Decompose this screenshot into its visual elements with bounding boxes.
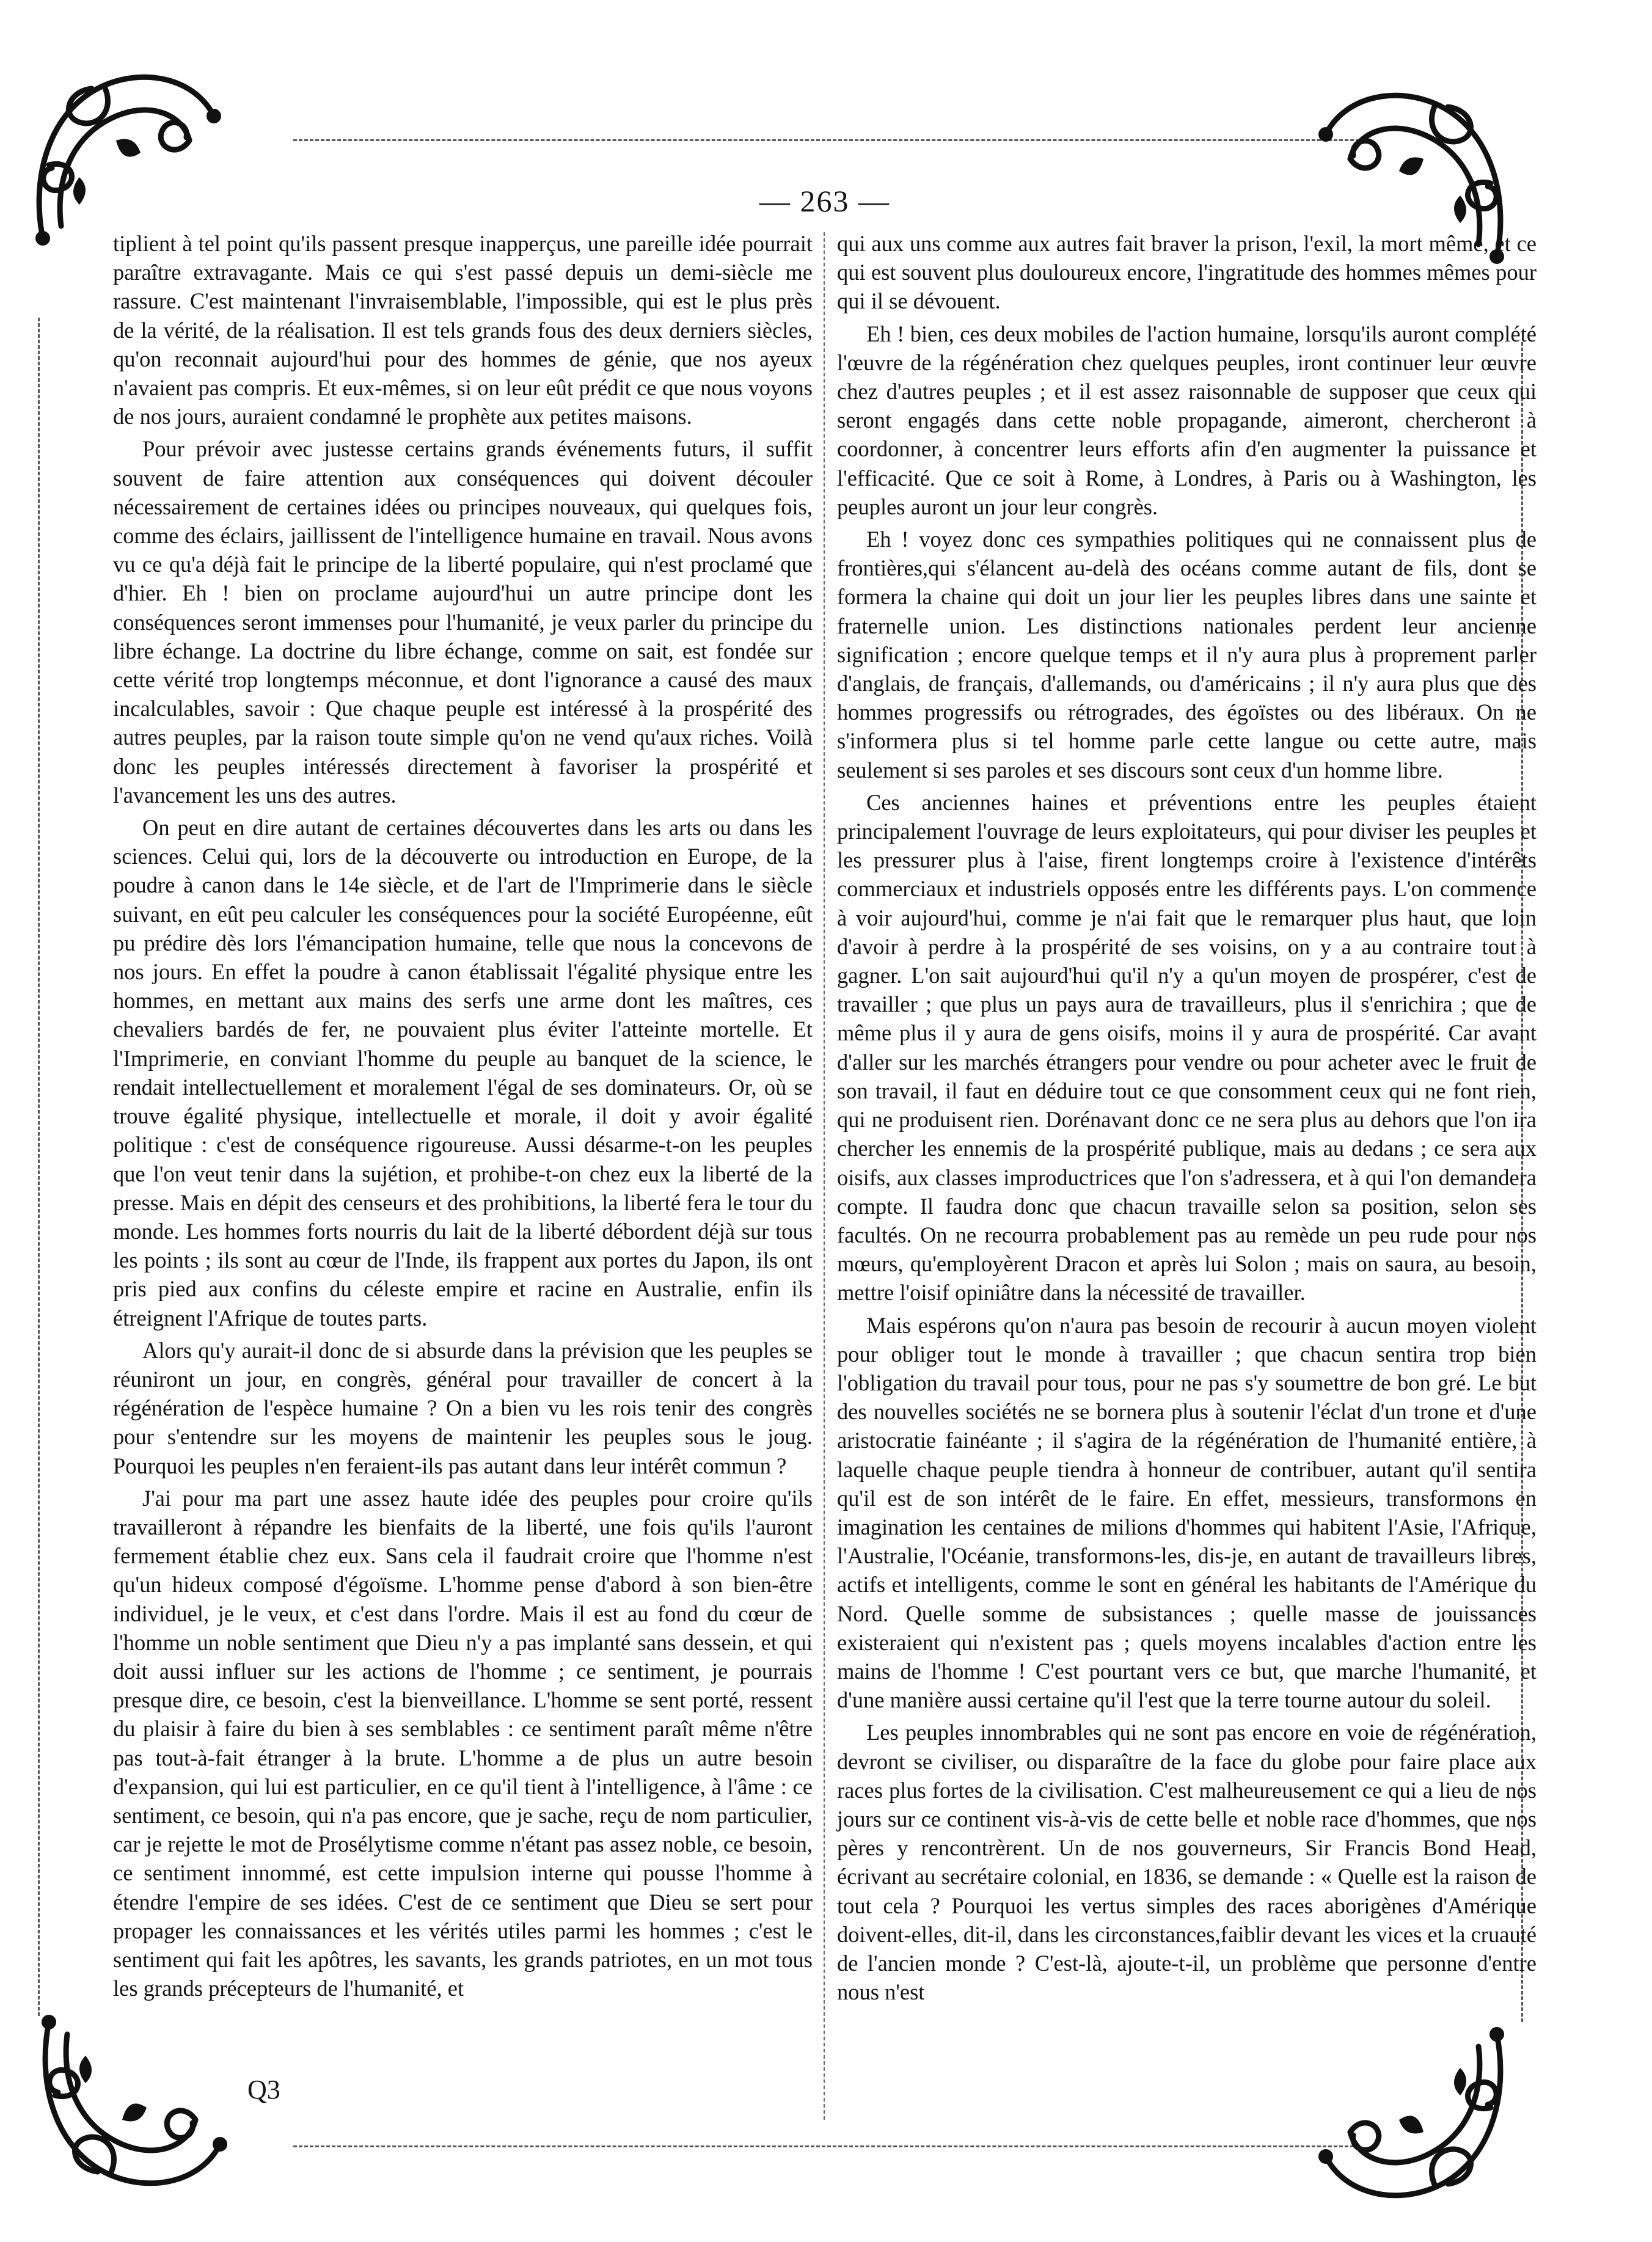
paragraph: Les peuples innombrables qui ne sont pas encore en voie de régénération, devront se civiliser, ou disparaître de la face du globe pour faire place aux races plus fortes de la civilisation. C'est malheureusement ce qui a lieu de nos jours sur ce continent vis-à-vis de cette belle et noble race d'hommes, que nos pères y rencontrèrent. Un de nos gouverneurs, Sir Francis Bond Head, écrivant au secrétaire colonial, en 1836, se demande : « Quelle est la raison de tout cela ? Pourquoi les vertus simples des races aborigènes d'Amérique doivent-elles, dit-il, dans les circonstances,faiblir devant les vices et la cruauté de l'ancien monde ? C'est-là, ajoute-t-il, un problème que personne d'entre nous n'est xyxy=(837,1720,1537,2005)
paragraph: Eh ! bien, ces deux mobiles de l'action humaine, lorsqu'ils auront complété l'œuvre de la régénération chez quelques peuples, iront continuer leur œuvre chez d'autres peuples ; et il est assez raisonnable de supposer que ceux qui seront engagés dans cette noble propagande, aimeront, chercheront à coordonner, à concentrer leurs efforts afin d'en augmenter la puissance et l'efficacité. Que ce soit à Rome, à Londres, à Paris ou à Washington, les peuples auront un jour leur congrès. xyxy=(837,321,1537,519)
right-text-column xyxy=(837,229,1537,2010)
ornament-top-left-icon xyxy=(24,55,226,257)
paragraph: Eh ! voyez donc ces sympathies politiques qui ne connaissent plus de frontières,qui s'élancent au-delà des océans comme autant de fils, dont se formera la chaine qui doit un jour lier les peuples libres dans une sainte et fraternelle union. Les distinctions nationales perdent leur ancienne signification ; encore quelque temps et il n'y aura plus à proprement parler d'anglais, de français, d'allemands, ou d'américains ; il n'y aura plus que des hommes progressifs ou rétrogrades, des égoïstes ou des libéraux. On ne s'informera plus si tel homme parle cette langue ou cette autre, mais seulement si ses paroles et ses discours sont ceux d'un homme libre. xyxy=(837,527,1537,783)
ornament-bottom-right-icon xyxy=(1314,2016,1515,2218)
paragraph: Alors qu'y aurait-il donc de si absurde dans la prévision que les peuples se réuniront un jour, en congrès, général pour travailler de concert à la régénération de l'espèce humaine ? On a bien vu les rois tenir des congrès pour s'entendre sur les moyens de maintenir les peuples sous le joug. Pourquoi les peuples n'en feraient-ils pas autant dans leur intérêt commun ? xyxy=(113,1337,813,1478)
left-text-column xyxy=(113,229,813,2006)
page-number: — 263 — xyxy=(759,184,890,218)
frame-top-rule xyxy=(293,139,1359,141)
paragraph: Mais espérons qu'on n'aura pas besoin de recourir à aucun moyen violent pour obliger tout le monde à travailler ; que chacun sentira trop bien l'obligation du travail pour tous, pour ne pas s'y soumettre de bon gré. Le but des nouvelles sociétés ne se bornera plus à soutenir l'éclat d'un trone et d'une aristocratie fainéante ; il s'agira de la régénération de l'humanité entière, à laquelle chaque peuple tiendra à honneur de contribuer, autant qu'il sentira qu'il est de son intérêt de le faire. En effet, messieurs, transformons en imagination les centaines de milions d'hommes qui habitent l'Asie, l'Afrique, l'Australie, l'Océanie, transformons-les, dis-je, en autant de travailleurs libres, actifs et intelligents, comme le sont en général les habitants de l'Amérique du Nord. Quelle somme de subsistances ; quelle masse de jouissances existeraient qui n'existent pas ; quels moyens incalables d'action entre les mains de l'homme ! C'est pourtant vers ce but, que marche l'humanité, et d'une manière aussi certaine qu'il l'est que la terre tourne autour du soleil. xyxy=(837,1312,1537,1713)
frame-bottom-rule xyxy=(293,2145,1359,2147)
paragraph: J'ai pour ma part une assez haute idée des peuples pour croire qu'ils travailleront à répandre les bienfaits de la liberté, une fois qu'ils l'auront fermement établie chez eux. Sans cela il faudrait croire que l'homme n'est qu'un hideux composé d'égoïsme. L'homme pense d'abord à son bien-être individuel, je le veux, et c'est dans l'ordre. Mais il est au fond du cœur de l'homme un noble sentiment que Dieu n'y a pas implanté sans dessein, et qui doit aussi influer sur les actions de l'homme ; ce sentiment, je pourrais presque dire, ce besoin, c'est la bienveillance. L'homme se sent porté, ressent du plaisir à faire du bien à ses semblables : ce sentiment paraît même n'être pas tout-à-fait étranger à la brute. L'homme a de plus un autre besoin d'expansion, qui lui est particulier, en ce qu'il tient à l'intelligence, à l'âme : ce sentiment, ce besoin, qui n'a pas encore, que je sache, reçu de nom particulier, car je rejette le mot de Prosélytisme comme n'étant pas assez noble, ce besoin, ce sentiment innommé, est cette impulsion interne qui pousse l'homme à étendre l'empire de ses idées. C'est de ce sentiment que Dieu se sert pour propager les connaissances et les vérités utiles parmi les hommes ; c'est le sentiment qui fait les apôtres, les savants, les grands patriotes, en un mot tous les grands précepteurs de l'humanité, et xyxy=(113,1485,813,2001)
paragraph: Pour prévoir avec justesse certains grands événements futurs, il suffit souvent de faire attention aux conséquences qui doivent découler nécessairement de certaines idées ou principes nouveaux, qui quelques fois, comme des éclairs, jaillissent de l'intelligence humaine en travail. Nous avons vu ce qu'a déjà fait le principe de la liberté populaire, qui n'est proclamé que d'hier. Eh ! bien on proclame aujourd'hui un autre principe dont les conséquences seront immenses pour l'humanité, je veux parler du principe du libre échange. La doctrine du libre échange, comme on sait, est fondée sur cette vérité trop longtemps méconnue, et dont l'ignorance a causé des maux incalculables, savoir : Que chaque peuple est intéressé à la prospérité des autres peuples, par la raison toute simple qu'on ne vend qu'aux riches. Voilà donc les peuples intéressés directement à favoriser la prospérité et l'avancement les uns des autres. xyxy=(113,436,813,808)
paragraph: Ces anciennes haines et préventions entre les peuples étaient principalement l'ouvrage de leurs exploitateurs, qui pour diviser les peuples et les pressurer plus à l'aise, firent longtemps croire à l'existence d'intérêts commerciaux et industriels opposés entre les différents pays. L'on commence à voir aujourd'hui, comme je n'ai fait que le remarquer plus haut, que loin d'avoir à perdre à la prospérité de ses voisins, on y a au contraire tout à gagner. L'on sait aujourd'hui qu'il n'y a qu'un moyen de prospérer, c'est de travailler ; que plus un pays aura de travailleurs, plus il s'enrichira ; que de même plus il y aura de gens oisifs, moins il y aura de prospérité. Car avant d'aller sur les marchés étrangers pour vendre ou pour acheter avec le fruit de son travail, il faut en déduire tout ce que consomment ceux qui ne font rien, qui ne produisent rien. Dorénavant donc ce ne sera plus au dehors que l'on ira chercher les ennemis de la prospérité publique, mais au dedans ; ce sera aux oisifs, aux classes improductrices que l'on s'adressera, et à qui l'on demandera compte. Il faudra donc que chacun travaille selon sa position, selon ses facultés. On ne recourra probablement pas au remède un peu rude pour nos mœurs, qu'employèrent Dracon et après lui Solon ; mais on saura, au besoin, mettre l'oisif opiniâtre dans la nécessité de travailler. xyxy=(837,789,1537,1305)
column-divider xyxy=(824,232,825,2120)
paragraph: On peut en dire autant de certaines découvertes dans les arts ou dans les sciences. Celui qui, lors de la découverte ou introduction en Europe, de la poudre à canon dans le 14e siècle, et de l'art de l'Imprimerie dans le siècle suivant, en eût peu calculer les conséquences pour la société Européenne, eût pu prédire dès lors l'émancipation humaine, telle que nous la concevons de nos jours. En effet la poudre à canon établissait l'égalité physique entre les hommes, en mettant aux mains des serfs une arme dont les maîtres, ces chevaliers bardés de fer, ne pouvaient plus éviter l'atteinte mortelle. Et l'Imprimerie, en conviant l'homme du peuple au banquet de la science, le rendait intellectuellement et moralement l'égal de ses dominateurs. Or, où se trouve égalité physique, intellectuelle et morale, il doit y avoir égalité politique : c'est de conséquence rigoureuse. Aussi désarme-t-on les peuples que l'on veut tenir dans la sujétion, et prohibe-t-on chez eux la liberté de la presse. Mais en dépit des censeurs et des prohibitions, la liberté fera le tour du monde. Les hommes forts nourris du lait de la liberté débordent déjà sur tous les points ; ils sont au cœur de l'Inde, ils frappent aux portes du Japon, ils ont pris pied aux confins du céleste empire et racine en Australie, enfin ils étreignent l'Afrique de toutes parts. xyxy=(113,815,813,1331)
paragraph: qui aux uns comme aux autres fait braver la prison, l'exil, la mort même, et ce qui est souvent plus douloureux encore, l'ingratitude des hommes mêmes pour qui il se dévouent. xyxy=(837,231,1537,314)
frame-left-rule xyxy=(38,318,40,2016)
printer-signature-mark: Q3 xyxy=(247,2075,280,2105)
paragraph: tiplient à tel point qu'ils passent presque inapperçus, une pareille idée pourrait paraître extravagante. Mais ce qui s'est passé depuis un demi-siècle me rassure. C'est maintenant l'invraisemblable, l'impossible, qui est le plus près de la vérité, de la réalisation. Il est tels grands fous des deux derniers siècles, qu'on reconnait aujourd'hui pour des hommes de génie, que nos ayeux n'avaient pas compris. Et eux-mêmes, si on leur eût prédit ce que nous voyons de nos jours, auraient condamné le prophète aux petites maisons. xyxy=(113,231,813,429)
ornament-bottom-left-icon xyxy=(31,2004,232,2205)
